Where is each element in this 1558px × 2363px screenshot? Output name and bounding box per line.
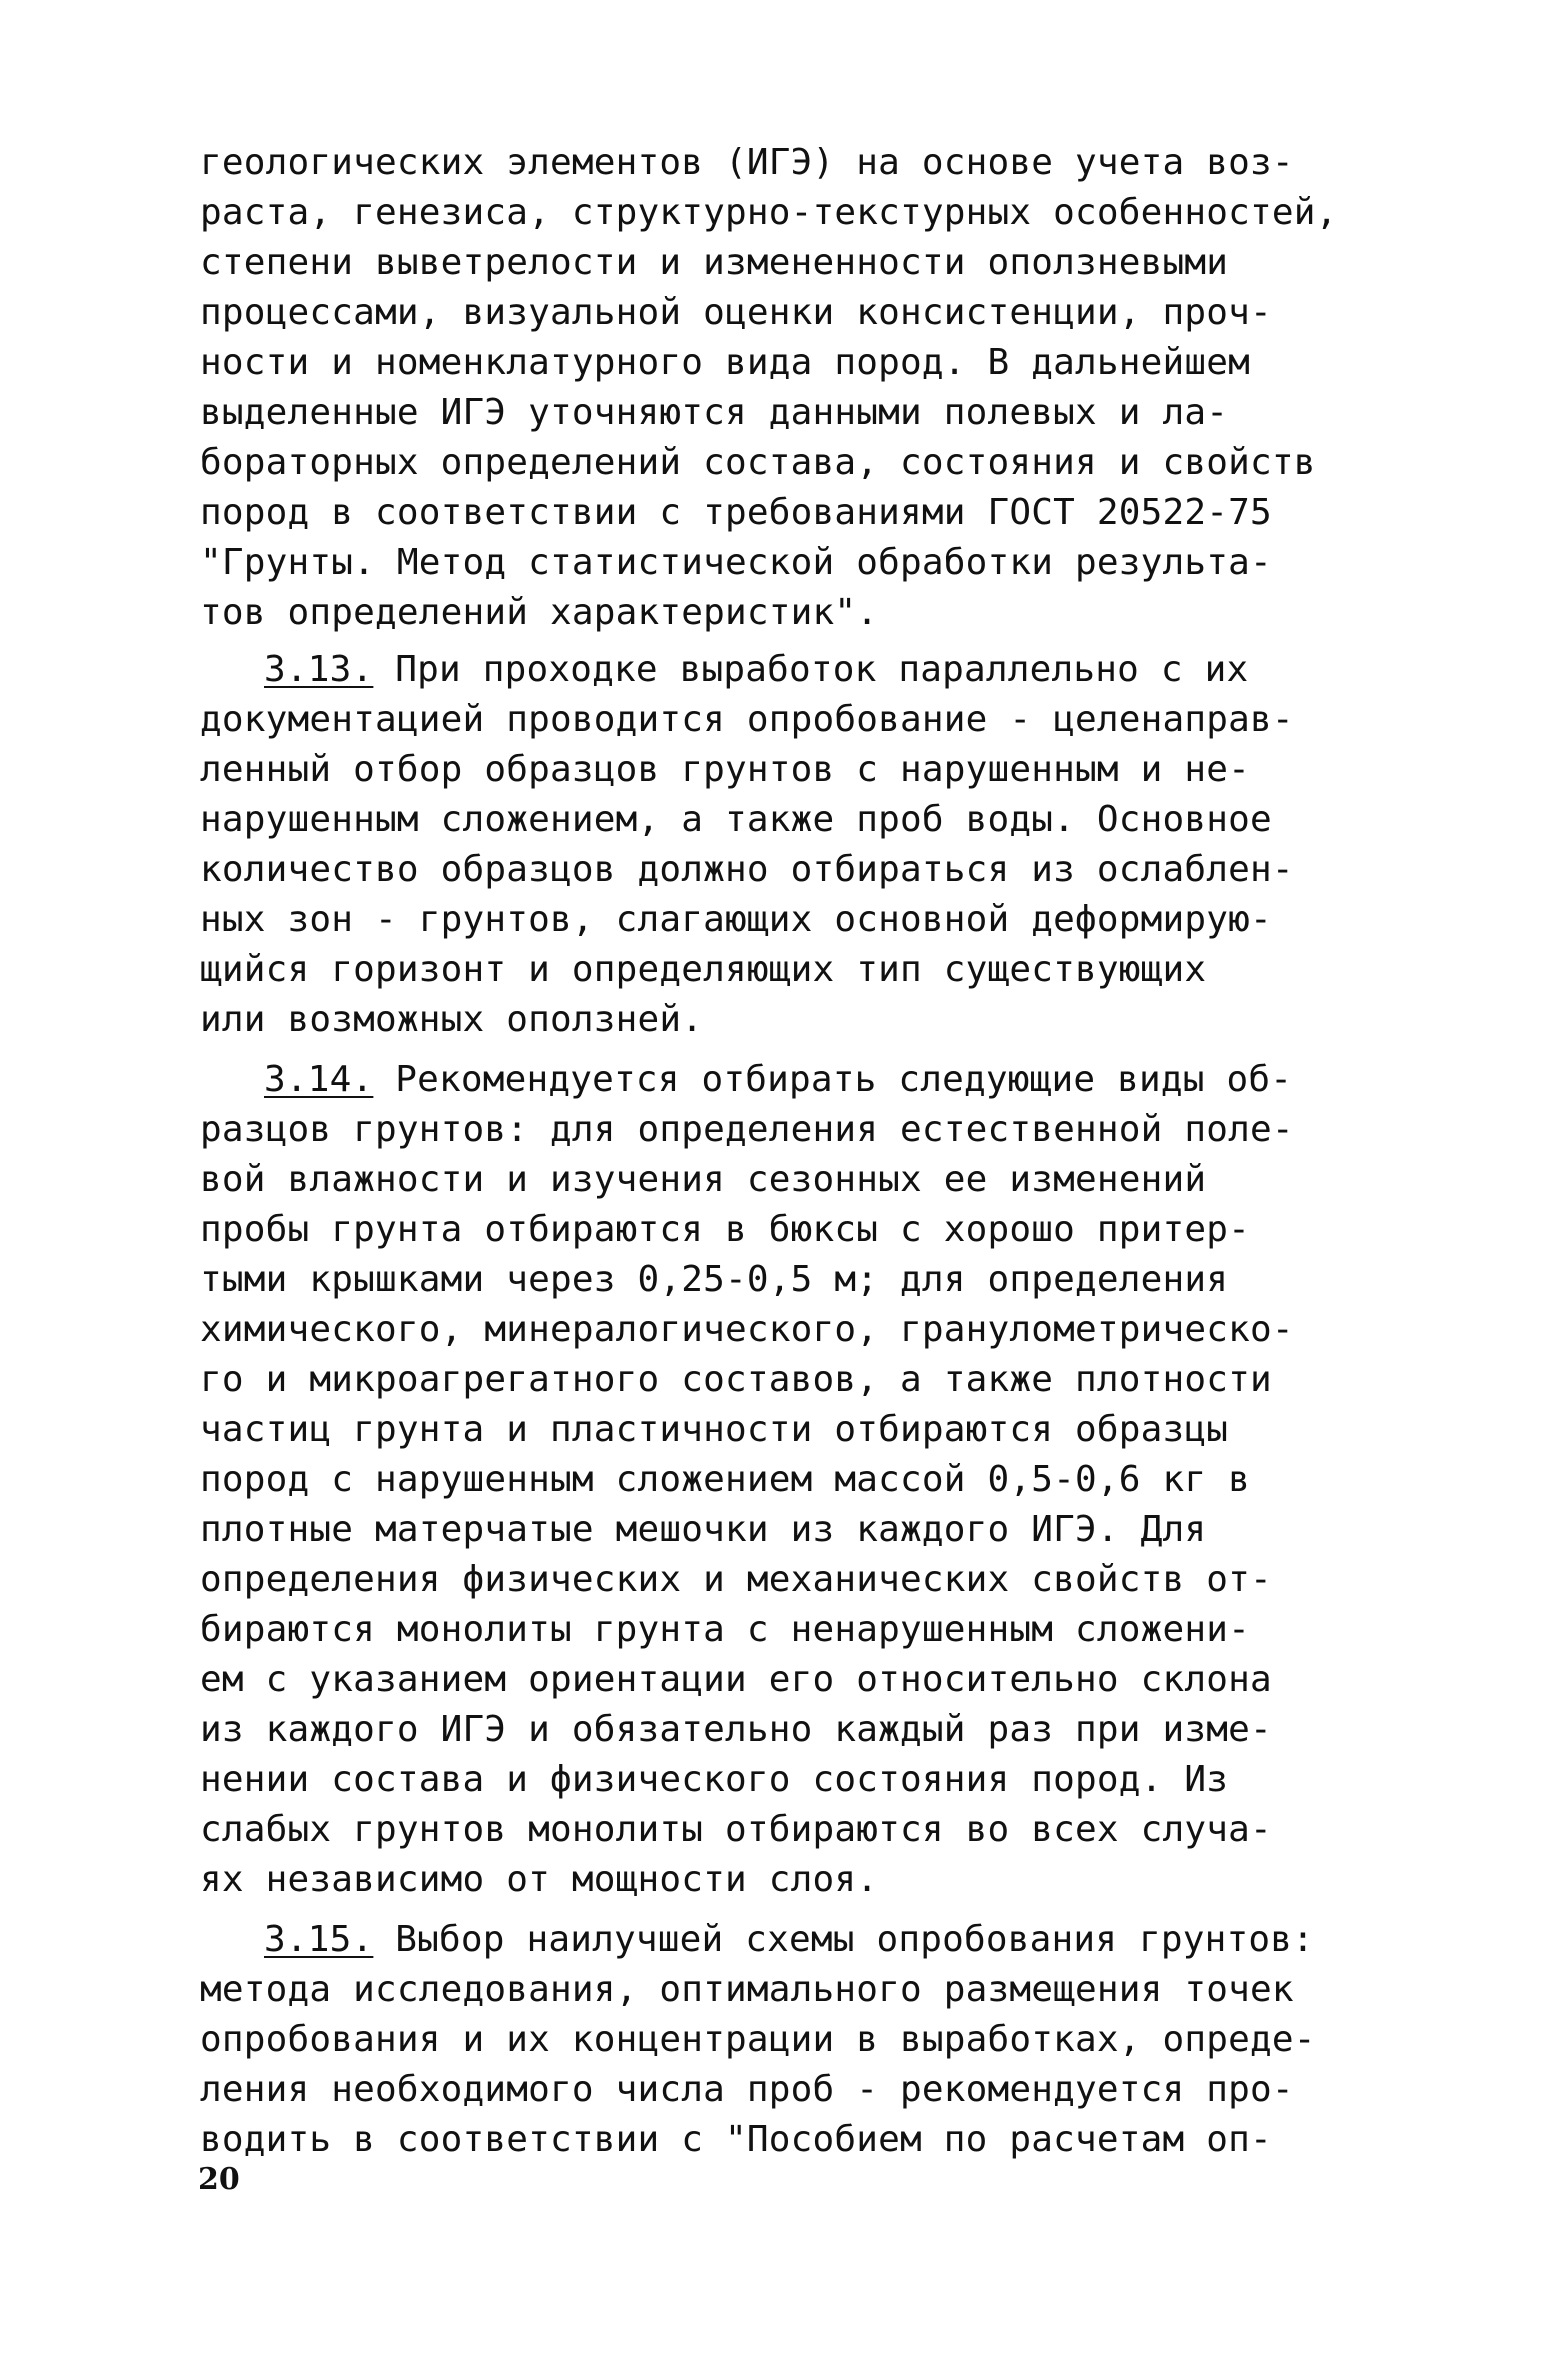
text-line: водить в соответствии с "Пособием по расчетам оп- (200, 2119, 1272, 2160)
text-line: "Грунты. Метод статистической обработки результа- (200, 542, 1272, 583)
text-line: вой влажности и изучения сезонных ее изменений (200, 1159, 1207, 1200)
text-line: слабых грунтов монолиты отбираются во всех случа- (200, 1809, 1272, 1850)
text-line: процессами, визуальной оценки консистенции, проч- (200, 292, 1272, 333)
paragraph-first-line (264, 645, 1248, 695)
text-line: степени выветрелости и измененности оползневыми (200, 242, 1229, 283)
text-line: разцов грунтов: для определения естественной поле- (200, 1109, 1294, 1150)
section-number: 3.14. (264, 1059, 374, 1100)
text-line: пород в соответствии с требованиями ГОСТ 20522-75 (200, 492, 1272, 533)
text-line: бираются монолиты грунта с ненарушенным сложени- (200, 1609, 1250, 1650)
text-line: частиц грунта и пластичности отбираются образцы (200, 1409, 1229, 1450)
text-line: ях независимо от мощности слоя. (200, 1859, 879, 1900)
text-line: количество образцов должно отбираться из ослаблен- (200, 849, 1294, 890)
text-line: нении состава и физического состояния пород. Из (200, 1759, 1229, 1800)
paragraph-first-line (264, 1915, 1314, 1965)
page-number: 20 (198, 2162, 240, 2197)
section-number: 3.13. (264, 649, 374, 690)
paragraph-first-line (264, 1055, 1292, 1105)
text-line: ных зон - грунтов, слагающих основной деформирую- (200, 899, 1272, 940)
text-line: плотные матерчатые мешочки из каждого ИГЭ. Для (200, 1509, 1207, 1550)
text-line: раста, генезиса, структурно-текстурных особенностей, (200, 192, 1338, 233)
text-span: Рекомендуется отбирать следующие виды об- (373, 1059, 1293, 1100)
text-line: из каждого ИГЭ и обязательно каждый раз при изме- (200, 1709, 1272, 1750)
text-line: пробы грунта отбираются в бюксы с хорошо притер- (200, 1209, 1250, 1250)
text-line: или возможных оползней. (200, 999, 704, 1040)
text-line: метода исследования, оптимального размещения точек (200, 1969, 1294, 2010)
text-span: Выбор наилучшей схемы опробования грунтов: (373, 1919, 1314, 1960)
text-line: документацией проводится опробование - целенаправ- (200, 699, 1294, 740)
text-line: геологических элементов (ИГЭ) на основе учета воз- (200, 142, 1294, 183)
text-span: При проходке выработок параллельно с их (373, 649, 1249, 690)
text-line: щийся горизонт и определяющих тип существующих (200, 949, 1207, 990)
text-line: ленный отбор образцов грунтов с нарушенным и не- (200, 749, 1250, 790)
text-line: тыми крышками через 0,25-0,5 м; для определения (200, 1259, 1229, 1300)
text-line: го и микроагрегатного составов, а также плотности (200, 1359, 1272, 1400)
section-number: 3.15. (264, 1919, 374, 1960)
text-line: определения физических и механических свойств от- (200, 1559, 1272, 1600)
text-line: ности и номенклатурного вида пород. В дальнейшем (200, 342, 1250, 383)
text-line: пород с нарушенным сложением массой 0,5-0,6 кг в (200, 1459, 1250, 1500)
text-line: ем с указанием ориентации его относительно склона (200, 1659, 1272, 1700)
text-line: нарушенным сложением, а также проб воды. Основное (200, 799, 1272, 840)
text-line: опробования и их концентрации в выработках, опреде- (200, 2019, 1316, 2060)
text-line: бораторных определений состава, состояния и свойств (200, 442, 1316, 483)
text-line: химического, минералогического, гранулометрическо- (200, 1309, 1294, 1350)
text-line: тов определений характеристик". (200, 592, 879, 633)
text-line: ления необходимого числа проб - рекомендуется про- (200, 2069, 1294, 2110)
text-line: выделенные ИГЭ уточняются данными полевых и ла- (200, 392, 1229, 433)
